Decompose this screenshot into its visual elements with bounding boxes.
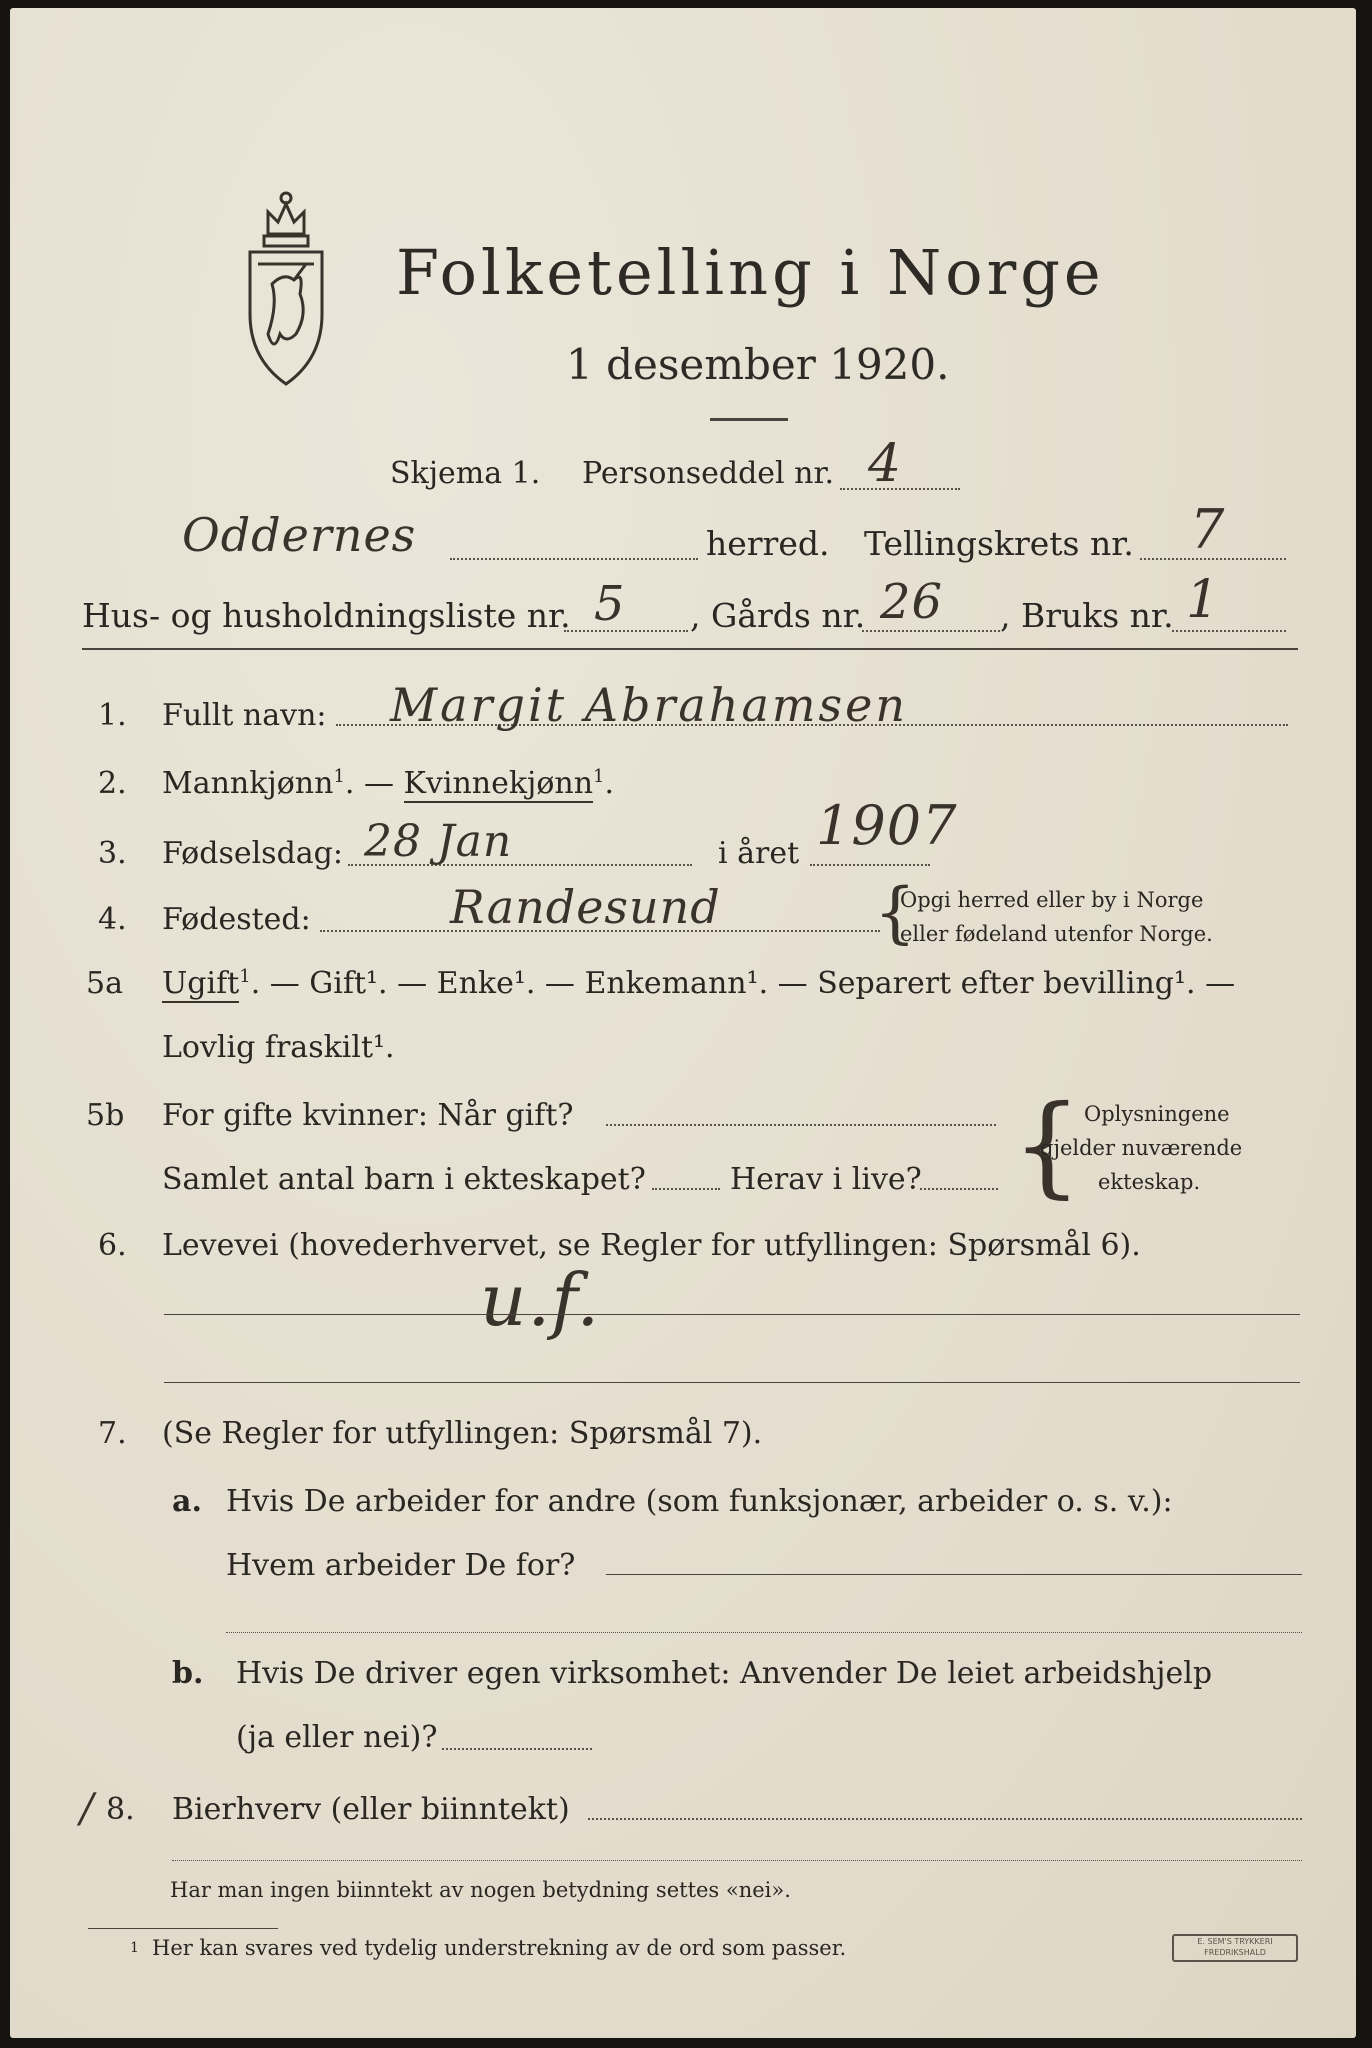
q3-label: Fødselsdag: xyxy=(162,836,343,871)
page-title: Folketelling i Norge xyxy=(396,236,1105,309)
occupation-value[interactable]: u.f. xyxy=(480,1258,601,1342)
tellingskrets-label: Tellingskrets nr. xyxy=(864,524,1134,563)
q7b-letter: b. xyxy=(172,1656,204,1691)
q8-number: 8. xyxy=(106,1792,135,1827)
marital-status-options: Ugift$^1$. — Gift¹. — Enke¹. — Enkemann¹. — Separert efter bevilling¹. — xyxy=(162,966,1236,1001)
q7a-line1: Hvis De arbeider for andre (som funksjonær, arbeider o. s. v.): xyxy=(226,1484,1173,1519)
q4-label: Fødested: xyxy=(162,902,311,937)
marital-fraskilt: Lovlig fraskilt¹. xyxy=(162,1030,395,1065)
gards-value[interactable]: 26 xyxy=(880,574,944,630)
hus-value[interactable]: 5 xyxy=(594,576,626,632)
personseddel-label: Personseddel nr. xyxy=(582,456,835,491)
q8-label: Bierhverv (eller biinntekt) xyxy=(172,1792,570,1827)
q5b-married-when: For gifte kvinner: Når gift? xyxy=(162,1098,574,1133)
tellingskrets-value[interactable]: 7 xyxy=(1190,498,1226,561)
skjema-label: Skjema 1. xyxy=(390,456,541,491)
q7a-line2: Hvem arbeider De for? xyxy=(226,1548,576,1583)
q5b-number: 5b xyxy=(86,1098,125,1133)
q5b-note-line1: Oplysningene xyxy=(1084,1102,1230,1126)
herred-value[interactable]: Oddernes xyxy=(182,508,417,562)
q6-label: Levevei (hovederhvervet, se Regler for utfyllingen: Spørsmål 6). xyxy=(162,1228,1141,1263)
q5b-note-line3: ekteskap. xyxy=(1098,1170,1201,1194)
gender-male[interactable]: Mannkjønn xyxy=(162,766,334,801)
tick-mark-icon: / xyxy=(80,1786,95,1832)
gards-label: , Gårds nr. xyxy=(690,596,866,635)
gender-female-underlined[interactable]: Kvinnekjønn xyxy=(403,766,594,801)
q4-note-line2: eller fødeland utenfor Norge. xyxy=(900,922,1213,946)
marital-ugift-underlined[interactable]: Ugift xyxy=(162,966,240,1001)
q2-number: 2. xyxy=(98,766,127,801)
q5b-note-line2: gjelder nuværende xyxy=(1040,1136,1243,1160)
q7-label: (Se Regler for utfyllingen: Spørsmål 7). xyxy=(162,1416,763,1451)
q3-number: 3. xyxy=(98,836,127,871)
census-date: 1 desember 1920. xyxy=(566,340,950,389)
q7b-line1: Hvis De driver egen virksomhet: Anvender De leiet arbeidshjelp xyxy=(236,1656,1213,1691)
nei-note: Har man ingen biinntekt av nogen betydning settes «nei». xyxy=(170,1878,791,1902)
q4-note-line1: Opgi herred eller by i Norge xyxy=(900,888,1204,912)
printer-stamp: E. SEM'S TRYKKERI FREDRIKSHALD xyxy=(1172,1934,1298,1962)
hus-label: Hus- og husholdningsliste nr. xyxy=(82,596,571,635)
q7-number: 7. xyxy=(98,1416,127,1451)
q1-label: Fullt navn: xyxy=(162,698,327,733)
q5a-number: 5a xyxy=(86,966,123,1001)
q1-number: 1. xyxy=(98,698,127,733)
footnote-text: Her kan svares ved tydelig understrekning av de ord som passer. xyxy=(152,1936,847,1960)
birth-year-value[interactable]: 1907 xyxy=(816,794,958,857)
q3-year-label: i året xyxy=(718,836,800,871)
birthplace-value[interactable]: Randesund xyxy=(450,880,721,934)
census-form-page: Folketelling i Norge 1 desember 1920. Skjema 1. Personseddel nr. 4 Oddernes herred. Tellingskrets nr. 7 Hus- og husholdningsliste nr. 5 , Gårds nr. 26 , Bruks nr. 1 1. Fullt navn: Margit Abrahamsen 2. Mannkjønn$^1$. — Kvinnekjønn$^1$. 3. Fødselsdag: 28 Jan i året 1907 4. Fødested: Randesund { Opgi herred eller by i Norge eller fødeland utenfor Norge. 5a Ugift$^1$. — Gift¹. — Enke¹. — Enkemann¹. — Separert efter bevilling¹. — Lovlig fraskilt¹. 5b For gifte kvinner: Når gift? Samlet antal barn i ekteskapet? Herav i live? { Oplysningene gjelder nuværende ekteskap. 6. Levevei (hovederhvervet, se Regler for utfyllingen: Spørsmål 6). u.f. 7. (Se Regler for utfyllingen: Spørsmål 7). a. Hvis De arbeider for andre (som funksjonær, arbeider o. s. v.): Hvem arbeider De for? b. Hvis De driver egen virksomhet: Anvender De leiet arbeidshjelp (ja eller nei)? / 8. Bierhverv (eller biinntekt) Har man ingen biinntekt av nogen betydning settes «nei». 1 Her kan svares ved tydelig understrekning av de ord som passer. E. SEM'S TRYKKERI FREDRIKSHALD xyxy=(10,8,1356,2038)
bruks-value[interactable]: 1 xyxy=(1186,570,1221,630)
q7b-line2: (ja eller nei)? xyxy=(236,1720,438,1755)
footnote-marker: 1 xyxy=(130,1940,139,1956)
coat-of-arms-icon xyxy=(238,184,334,394)
header-divider xyxy=(82,648,1298,650)
full-name-value[interactable]: Margit Abrahamsen xyxy=(390,678,908,732)
q5b-children-alive: Herav i live? xyxy=(730,1162,922,1197)
q7a-letter: a. xyxy=(172,1484,202,1519)
bruks-label: , Bruks nr. xyxy=(1000,596,1174,635)
q4-number: 4. xyxy=(98,902,127,937)
q6-number: 6. xyxy=(98,1228,127,1263)
title-divider xyxy=(710,418,788,421)
gender-options: Mannkjønn$^1$. — Kvinnekjønn$^1$. xyxy=(162,766,615,801)
herred-label: herred. xyxy=(706,524,830,563)
q5b-children-total: Samlet antal barn i ekteskapet? xyxy=(162,1162,646,1197)
birth-day-value[interactable]: 28 Jan xyxy=(364,816,513,867)
personseddel-value[interactable]: 4 xyxy=(868,434,903,494)
